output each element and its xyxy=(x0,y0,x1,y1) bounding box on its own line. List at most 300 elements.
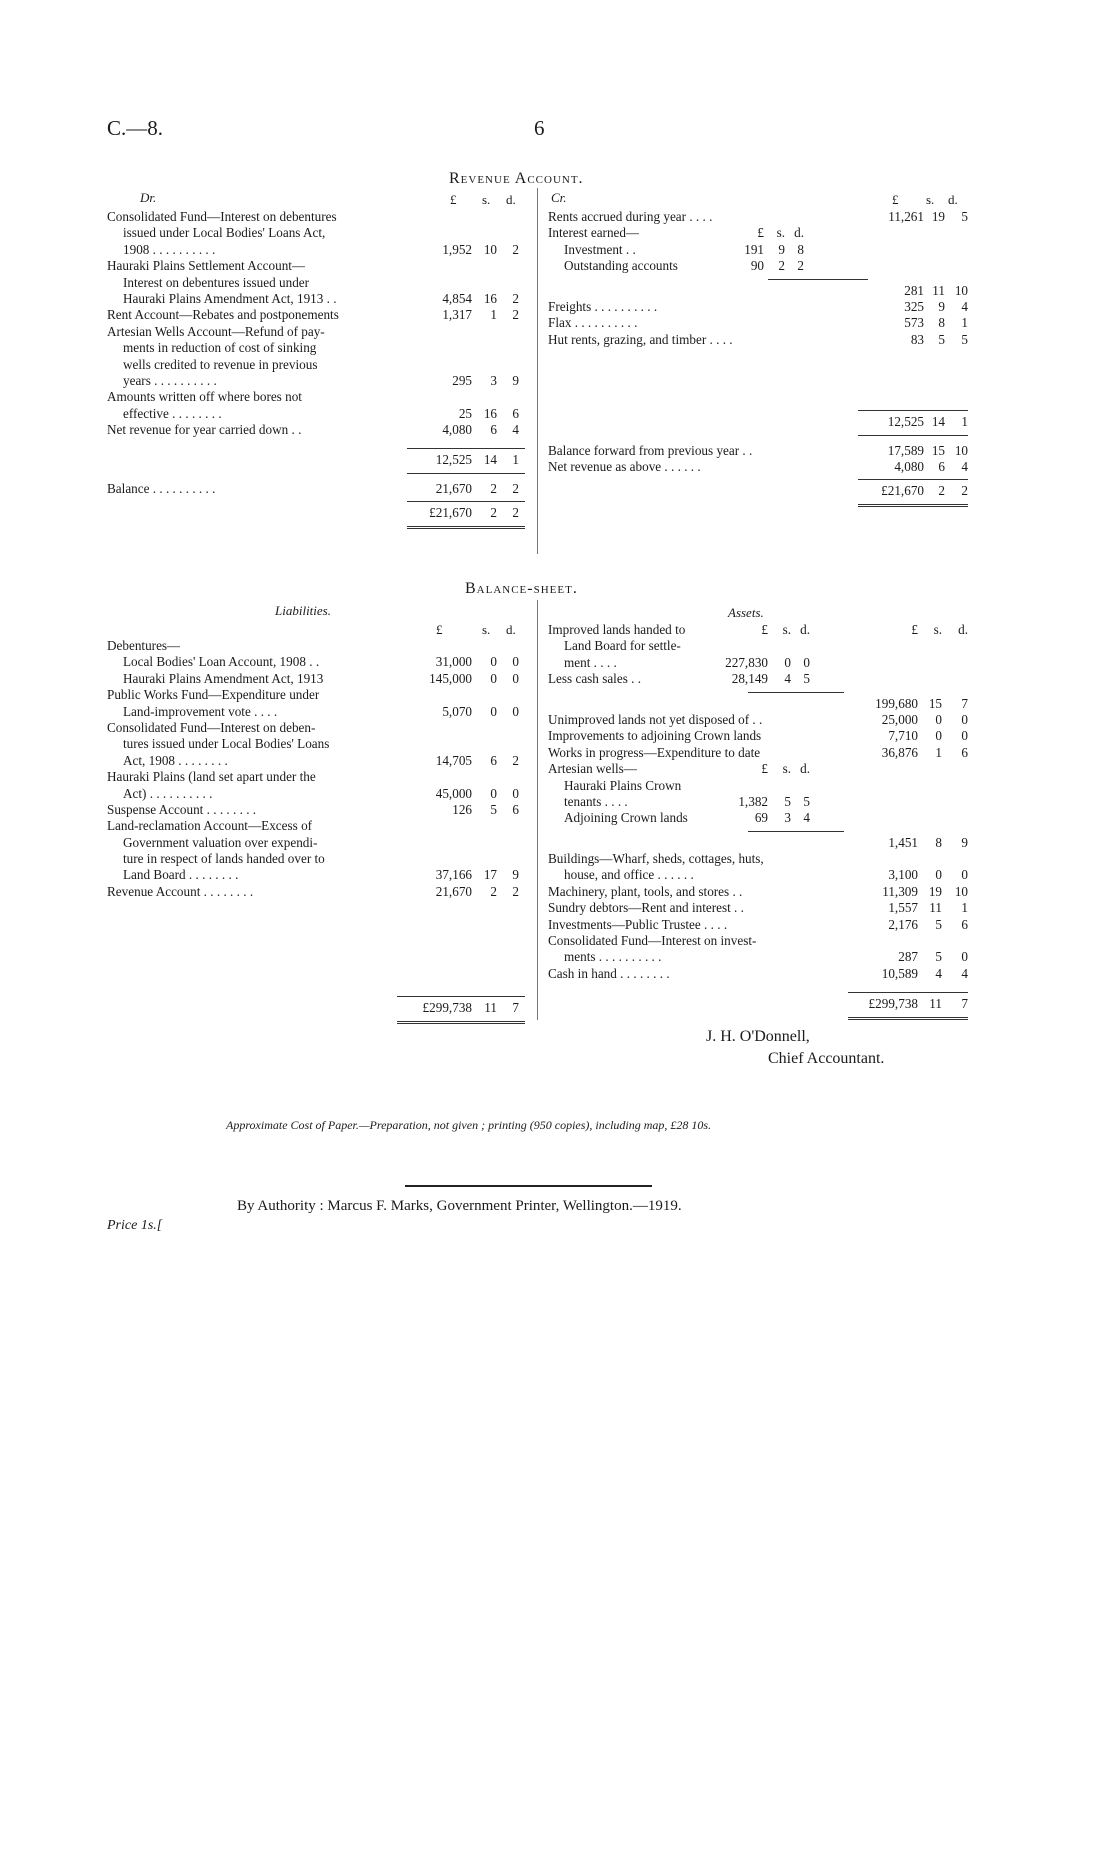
entry-text: Net revenue as above . . . . . . xyxy=(548,458,701,474)
ledger-row xyxy=(548,712,968,728)
amount-pounds: 10,589 xyxy=(881,965,918,981)
amount-shillings: 11 xyxy=(929,900,942,916)
balance-sheet-title: Balance-sheet. xyxy=(465,580,578,597)
amount-shillings: 15 xyxy=(928,695,942,711)
amount-shillings: 1 xyxy=(935,744,942,760)
amount-shillings: 14 xyxy=(931,414,945,430)
cr-head-shillings: s. xyxy=(926,192,935,207)
entry-text: Suspense Account . . . . . . . . xyxy=(107,801,257,817)
amount-pence: 0 xyxy=(512,785,519,801)
ledger-row xyxy=(107,835,527,851)
ledger-row xyxy=(107,720,527,736)
entry-text: ment . . . . xyxy=(564,654,617,670)
entry-text: 1908 . . . . . . . . . . xyxy=(123,241,216,257)
amount-shillings: 2 xyxy=(490,883,497,899)
entry-text: Buildings—Wharf, sheds, cottages, huts, xyxy=(548,851,764,867)
inner-head-pound: £ xyxy=(761,622,768,637)
amount-pence: 1 xyxy=(961,414,968,430)
ledger-row xyxy=(107,324,527,340)
amount-pounds: 2,176 xyxy=(888,916,918,932)
amount-pounds: 145,000 xyxy=(429,670,472,686)
ledger-row xyxy=(548,258,968,274)
ledger-row xyxy=(548,638,968,654)
amount-pence: 2 xyxy=(512,505,519,521)
entry-text: Flax . . . . . . . . . . xyxy=(548,315,638,331)
amount-pounds: 3,100 xyxy=(888,867,918,883)
amount-pounds: 36,876 xyxy=(881,744,918,760)
amount-shillings: 8 xyxy=(935,834,942,850)
entry-text: Freights . . . . . . . . . . xyxy=(548,298,658,314)
entry-text: Hauraki Plains Crown xyxy=(564,777,682,793)
entry-text: Machinery, plant, tools, and stores . . xyxy=(548,883,743,899)
entry-text: Sundry debtors—Rent and interest . . xyxy=(548,900,744,916)
amount-shillings: 2 xyxy=(938,483,945,499)
amount-pounds: 12,525 xyxy=(435,452,472,468)
amount-pence: 6 xyxy=(512,801,519,817)
amount-shillings: 10 xyxy=(483,241,497,257)
amount-pounds: 21,670 xyxy=(435,883,472,899)
ledger-row xyxy=(548,209,968,225)
entry-text: Net revenue for year carried down . . xyxy=(107,422,302,438)
ledger-row xyxy=(548,900,968,916)
dr-subtotal-underline xyxy=(407,473,525,474)
entry-text: Act) . . . . . . . . . . xyxy=(123,785,213,801)
inner-amount-pence: 8 xyxy=(797,241,804,257)
entry-text: Amounts written off where bores not xyxy=(107,389,302,405)
cr-label: Cr. xyxy=(551,190,567,205)
ledger-row xyxy=(107,1000,527,1016)
amount-pounds: 1,451 xyxy=(888,834,918,850)
amount-pounds: £ xyxy=(911,622,918,637)
amount-pounds: 295 xyxy=(452,372,472,388)
amount-pence: 1 xyxy=(961,315,968,331)
ledger-row xyxy=(548,459,968,475)
entry-text: Hauraki Plains (land set apart under the xyxy=(107,769,316,785)
cr-subtotal-rule xyxy=(858,410,968,411)
amount-pounds: £21,670 xyxy=(429,505,472,521)
revenue-cr-ledger xyxy=(548,209,968,510)
ledger-row xyxy=(107,736,527,752)
inner-amount-pounds: 28,149 xyxy=(731,671,768,687)
ledger-row xyxy=(107,422,527,438)
amount-pounds: 7,710 xyxy=(888,728,918,744)
inner-head-pound: £ xyxy=(757,225,764,241)
ledger-row xyxy=(548,696,968,712)
entry-text: Debentures— xyxy=(107,638,181,653)
inner-amount-pounds: 69 xyxy=(754,810,768,826)
amount-pence: 0 xyxy=(512,703,519,719)
amount-pence: 4 xyxy=(512,422,519,438)
amount-shillings: 16 xyxy=(483,290,497,306)
wells-subrule xyxy=(748,831,844,832)
inner-amount-shillings: 0 xyxy=(784,654,791,670)
amount-shillings: 6 xyxy=(490,752,497,768)
amount-shillings: 4 xyxy=(935,965,942,981)
interest-subrule xyxy=(768,279,868,280)
ledger-row xyxy=(548,443,968,459)
ledger-row xyxy=(548,933,968,949)
amount-pounds: 1,557 xyxy=(888,900,918,916)
ledger-row xyxy=(548,483,968,499)
amount-pounds: 11,261 xyxy=(888,209,924,224)
entry-text: wells credited to revenue in previous xyxy=(123,356,318,372)
ledger-row xyxy=(107,209,527,225)
amount-shillings: s. xyxy=(933,622,942,637)
amount-pounds: 14,705 xyxy=(435,752,472,768)
cr-head-pound: £ xyxy=(892,192,899,207)
amount-pounds: 1,952 xyxy=(442,241,472,257)
amount-pounds: 4,080 xyxy=(442,422,472,438)
ledger-row xyxy=(107,654,527,670)
amount-shillings: 5 xyxy=(935,916,942,932)
amount-shillings: 19 xyxy=(931,209,945,224)
liab-head-pound: £ xyxy=(436,622,443,637)
assets-label: Assets. xyxy=(728,605,764,620)
inner-amount-pence: 0 xyxy=(803,654,810,670)
amount-shillings: 5 xyxy=(490,801,497,817)
ledger-row xyxy=(107,225,527,241)
ledger-row xyxy=(107,818,527,834)
amount-pence: 10 xyxy=(954,282,968,298)
amount-pence: 7 xyxy=(961,996,968,1012)
ledger-row xyxy=(107,340,527,356)
amount-pounds: 25,000 xyxy=(881,711,918,727)
ledger-row xyxy=(548,622,968,638)
amount-pence: 5 xyxy=(961,331,968,347)
amount-pence: 0 xyxy=(961,867,968,883)
inner-head-pence: d. xyxy=(794,225,804,241)
asset-total-double-rule xyxy=(848,1017,968,1020)
amount-shillings: 8 xyxy=(938,315,945,331)
asset-total-rule xyxy=(848,992,968,993)
amount-pence: 7 xyxy=(512,1000,519,1016)
inner-amount-pounds: 191 xyxy=(744,241,764,257)
ledger-row xyxy=(548,242,968,258)
amount-pounds: 199,680 xyxy=(875,695,918,711)
amount-pounds: 4,080 xyxy=(894,458,924,474)
entry-text: Consolidated Fund—Interest on deben- xyxy=(107,719,316,735)
amount-pounds: 31,000 xyxy=(435,654,472,670)
inner-head-shillings: s. xyxy=(782,761,791,777)
entry-text: Artesian Wells Account—Refund of pay- xyxy=(107,323,325,339)
inner-amount-shillings: 2 xyxy=(778,258,785,274)
ledger-row xyxy=(548,835,968,851)
amount-pounds: 325 xyxy=(904,298,924,314)
entry-text: Interest on debentures issued under xyxy=(123,274,310,290)
amount-pounds: 83 xyxy=(910,331,924,347)
dr-total-rule xyxy=(407,501,525,502)
amount-shillings: 19 xyxy=(928,883,942,899)
entry-text: Unimproved lands not yet disposed of . . xyxy=(548,711,763,727)
entry-text: Land-reclamation Account—Excess of xyxy=(107,818,313,834)
page-number: 6 xyxy=(534,116,545,140)
entry-text: Consolidated Fund—Interest on debentures xyxy=(107,209,337,224)
amount-pence: 0 xyxy=(512,670,519,686)
amount-pence: 0 xyxy=(512,654,519,670)
amount-pounds: 37,166 xyxy=(435,867,472,883)
liab-head-shillings: s. xyxy=(482,622,491,637)
ledger-row xyxy=(107,671,527,687)
dr-head-pence: d. xyxy=(506,192,516,207)
inner-amount-pence: 4 xyxy=(803,810,810,826)
revenue-account-title: Revenue Account. xyxy=(449,170,584,187)
liab-total-double-rule xyxy=(397,1021,525,1024)
amount-pence: 2 xyxy=(512,480,519,496)
amount-pounds: 1,317 xyxy=(442,307,472,323)
balance-divider xyxy=(537,600,538,1020)
ledger-row xyxy=(548,996,968,1012)
ledger-row xyxy=(548,225,968,241)
inner-amount-pence: 5 xyxy=(803,671,810,687)
assets-ledger xyxy=(548,622,968,1023)
signature-name: J. H. O'Donnell, xyxy=(706,1028,810,1045)
ledger-row xyxy=(107,867,527,883)
ledger-row xyxy=(107,704,527,720)
entry-text: Consolidated Fund—Interest on invest- xyxy=(548,933,757,949)
ledger-row xyxy=(107,802,527,818)
ledger-row xyxy=(548,414,968,430)
amount-shillings: 0 xyxy=(490,654,497,670)
ledger-row xyxy=(107,786,527,802)
amount-shillings: 6 xyxy=(938,458,945,474)
ledger-row xyxy=(107,389,527,405)
amount-pounds: £21,670 xyxy=(881,483,924,499)
footer-rule xyxy=(405,1185,652,1187)
inner-head-pound: £ xyxy=(761,761,768,777)
amount-shillings: 11 xyxy=(484,1000,497,1016)
ledger-row xyxy=(107,373,527,389)
cost-note: Approximate Cost of Paper.—Preparation, not given ; printing (950 copies), including map, £28 10s. xyxy=(226,1118,712,1132)
entry-text: Land Board . . . . . . . . xyxy=(123,867,239,883)
entry-text: Local Bodies' Loan Account, 1908 . . xyxy=(123,654,320,670)
ledger-row xyxy=(107,687,527,703)
inner-head-pence: d. xyxy=(800,761,810,777)
amount-pence: 7 xyxy=(961,695,968,711)
cr-total-rule xyxy=(858,479,968,480)
liabilities-label: Liabilities. xyxy=(275,603,331,618)
amount-pence: 2 xyxy=(512,883,519,899)
entry-text: Act, 1908 . . . . . . . . xyxy=(123,752,228,768)
signature-role: Chief Accountant. xyxy=(768,1050,885,1067)
entry-text: Balance forward from previous year . . xyxy=(548,442,753,458)
ledger-row xyxy=(548,778,968,794)
amount-shillings: 11 xyxy=(929,996,942,1012)
entry-text: Outstanding accounts xyxy=(564,258,678,274)
amount-pounds: 126 xyxy=(452,801,472,817)
inner-amount-pounds: 1,382 xyxy=(738,793,768,809)
entry-text: Land Board for settle- xyxy=(564,638,681,654)
ledger-row xyxy=(107,769,527,785)
entry-text: years . . . . . . . . . . xyxy=(123,372,217,388)
entry-text: house, and office . . . . . . xyxy=(564,867,694,883)
amount-pence: 2 xyxy=(961,483,968,499)
entry-text: Improved lands handed to xyxy=(548,622,686,637)
dr-subtotal-rule xyxy=(407,448,525,449)
entry-text: Less cash sales . . xyxy=(548,671,642,687)
amount-pence: 2 xyxy=(512,752,519,768)
ledger-row xyxy=(548,966,968,982)
amount-pence: 0 xyxy=(961,949,968,965)
inner-amount-pounds: 90 xyxy=(750,258,764,274)
inner-amount-pounds: 227,830 xyxy=(725,654,768,670)
amount-pounds: £299,738 xyxy=(868,996,918,1012)
entry-text: Interest earned— xyxy=(548,225,640,241)
inner-amount-pence: 2 xyxy=(797,258,804,274)
cr-total-double-rule xyxy=(858,504,968,507)
amount-pounds: 5,070 xyxy=(442,703,472,719)
ledger-row xyxy=(548,283,968,299)
ledger-row xyxy=(107,258,527,274)
ledger-row xyxy=(107,481,527,497)
amount-shillings: 0 xyxy=(490,703,497,719)
amount-shillings: 2 xyxy=(490,480,497,496)
amount-shillings: 5 xyxy=(938,331,945,347)
entry-text: Investments—Public Trustee . . . . xyxy=(548,916,728,932)
entry-text: Rent Account—Rebates and postponements xyxy=(107,307,339,323)
amount-shillings: 5 xyxy=(935,949,942,965)
amount-pence: 1 xyxy=(961,900,968,916)
ledger-row xyxy=(548,810,968,826)
entry-text: Works in progress—Expenditure to date xyxy=(548,744,761,760)
inner-amount-shillings: 9 xyxy=(778,241,785,257)
inner-amount-pence: 5 xyxy=(803,793,810,809)
revenue-divider xyxy=(537,188,538,554)
amount-pence: 2 xyxy=(512,307,519,323)
ledger-row xyxy=(107,406,527,422)
price: Price 1s.[ xyxy=(107,1218,163,1233)
amount-shillings: 17 xyxy=(483,867,497,883)
entry-text: ture in respect of lands handed over to xyxy=(123,851,325,867)
entry-text: Government valuation over expendi- xyxy=(123,834,318,850)
amount-pounds: 45,000 xyxy=(435,785,472,801)
ledger-row xyxy=(107,291,527,307)
ledger-row xyxy=(107,452,527,468)
entry-text: Hut rents, grazing, and timber . . . . xyxy=(548,331,733,347)
inner-head-shillings: s. xyxy=(776,225,785,241)
dr-head-shillings: s. xyxy=(482,192,491,207)
ledger-row xyxy=(548,794,968,810)
inner-head-shillings: s. xyxy=(782,622,791,637)
ledger-row xyxy=(107,505,527,521)
cr-head-pence: d. xyxy=(948,192,958,207)
amount-pence: 6 xyxy=(961,916,968,932)
ledger-row xyxy=(548,728,968,744)
amount-pounds: £299,738 xyxy=(422,1000,472,1016)
amount-shillings: 0 xyxy=(490,785,497,801)
ledger-row xyxy=(107,638,527,654)
amount-pounds: 12,525 xyxy=(887,414,924,430)
ledger-row xyxy=(107,357,527,373)
ledger-row xyxy=(107,851,527,867)
amount-pence: 9 xyxy=(512,867,519,883)
ledger-row xyxy=(548,332,968,348)
amount-shillings: 16 xyxy=(483,405,497,421)
amount-pounds: 4,854 xyxy=(442,290,472,306)
amount-pence: 10 xyxy=(954,883,968,899)
amount-pence: 2 xyxy=(512,290,519,306)
entry-text: Rents accrued during year . . . . xyxy=(548,209,713,224)
document-reference: C.—8. xyxy=(107,116,164,140)
inner-amount-shillings: 4 xyxy=(784,671,791,687)
entry-text: Hauraki Plains Settlement Account— xyxy=(107,258,306,274)
amount-pence: 0 xyxy=(961,711,968,727)
entry-text: Cash in hand . . . . . . . . xyxy=(548,965,670,981)
amount-shillings: 6 xyxy=(490,422,497,438)
entry-text: Hauraki Plains Amendment Act, 1913 xyxy=(123,670,324,686)
entry-text: Improvements to adjoining Crown lands xyxy=(548,728,762,744)
amount-shillings: 15 xyxy=(931,442,945,458)
ledger-row xyxy=(548,884,968,900)
amount-shillings: 9 xyxy=(938,298,945,314)
amount-pence: 4 xyxy=(961,965,968,981)
entry-text: ments in reduction of cost of sinking xyxy=(123,340,317,356)
ledger-row xyxy=(548,917,968,933)
amount-shillings: 0 xyxy=(935,711,942,727)
dr-total-double-rule xyxy=(407,526,525,529)
ledger-row xyxy=(107,275,527,291)
ledger-row xyxy=(548,867,968,883)
amount-pence: 2 xyxy=(512,241,519,257)
entry-text: Public Works Fund—Expenditure under xyxy=(107,687,320,703)
cr-subtotal-underline xyxy=(858,435,968,436)
lands-subrule xyxy=(748,692,844,693)
ledger-row xyxy=(548,851,968,867)
amount-shillings: 14 xyxy=(483,452,497,468)
entry-text: ments . . . . . . . . . . xyxy=(564,949,662,965)
entry-text: Revenue Account . . . . . . . . xyxy=(107,883,254,899)
entry-text: Balance . . . . . . . . . . xyxy=(107,480,216,496)
liabilities-ledger xyxy=(107,638,527,1027)
liab-head-pence: d. xyxy=(506,622,516,637)
entry-text: tenants . . . . xyxy=(564,793,628,809)
ledger-row xyxy=(548,655,968,671)
ledger-row xyxy=(548,315,968,331)
ledger-row xyxy=(548,949,968,965)
amount-pounds: 281 xyxy=(904,282,924,298)
ledger-row xyxy=(107,884,527,900)
amount-shillings: 0 xyxy=(935,728,942,744)
amount-pounds: 25 xyxy=(458,405,472,421)
amount-pounds: 573 xyxy=(904,315,924,331)
amount-shillings: 2 xyxy=(490,505,497,521)
ledger-row xyxy=(107,307,527,323)
amount-pence: 0 xyxy=(961,728,968,744)
amount-shillings: 11 xyxy=(932,282,945,298)
ledger-row xyxy=(107,242,527,258)
revenue-dr-ledger xyxy=(107,209,527,532)
amount-shillings: 0 xyxy=(490,670,497,686)
amount-pence: 9 xyxy=(512,372,519,388)
amount-pounds: 287 xyxy=(898,949,918,965)
entry-text: Land-improvement vote . . . . xyxy=(123,703,278,719)
inner-amount-shillings: 3 xyxy=(784,810,791,826)
entry-text: Investment . . xyxy=(564,241,636,257)
inner-amount-shillings: 5 xyxy=(784,793,791,809)
amount-shillings: 1 xyxy=(490,307,497,323)
amount-pence: 10 xyxy=(954,442,968,458)
amount-pounds: 17,589 xyxy=(887,442,924,458)
ledger-row xyxy=(548,299,968,315)
entry-text: tures issued under Local Bodies' Loans xyxy=(123,736,330,752)
amount-pence: 4 xyxy=(961,298,968,314)
amount-pence: d. xyxy=(958,622,968,637)
entry-text: Hauraki Plains Amendment Act, 1913 . . xyxy=(123,290,337,306)
ledger-row xyxy=(107,753,527,769)
amount-pence: 1 xyxy=(512,452,519,468)
liab-total-rule xyxy=(397,996,525,997)
amount-shillings: 0 xyxy=(935,867,942,883)
amount-pounds: 11,309 xyxy=(882,883,918,899)
